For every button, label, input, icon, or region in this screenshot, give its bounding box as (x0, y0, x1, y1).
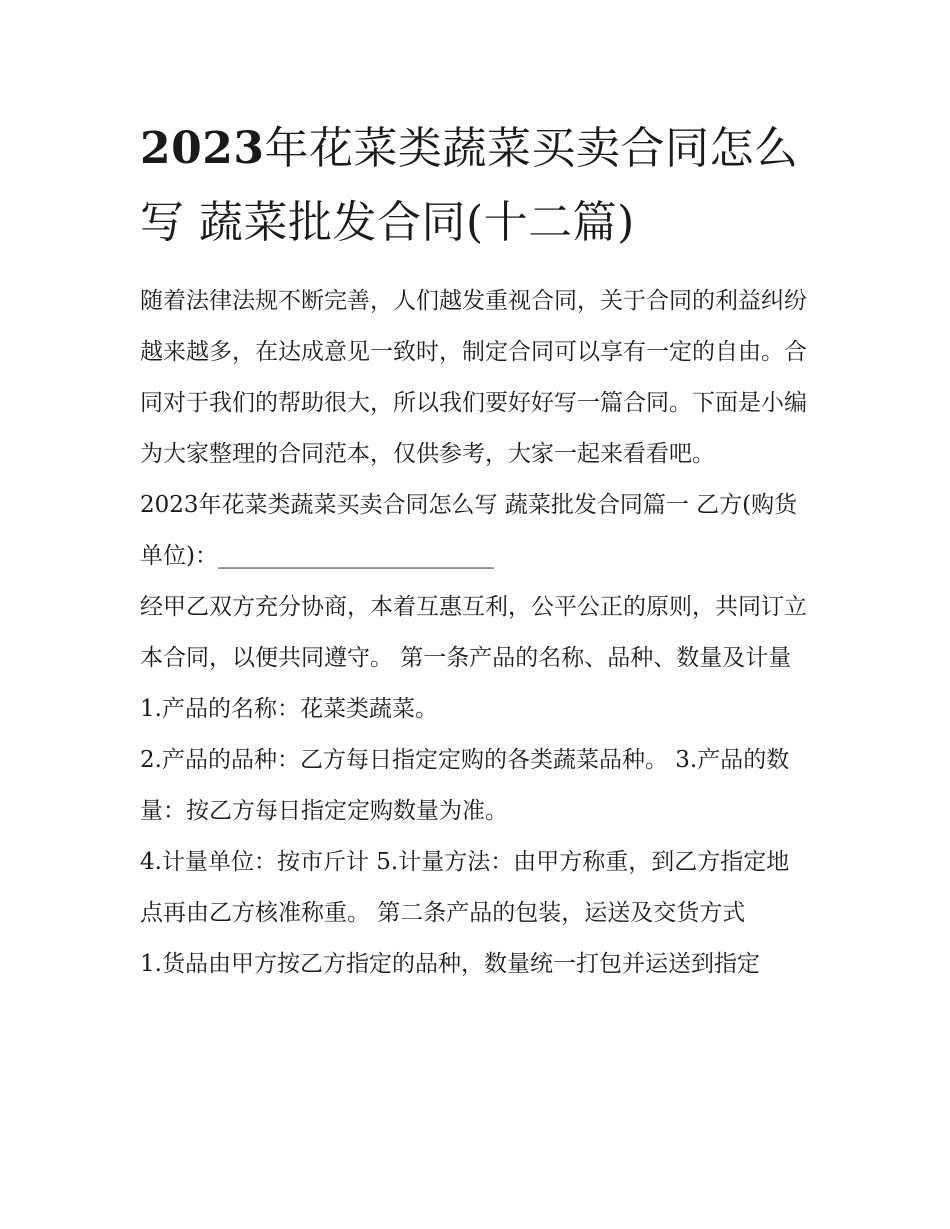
paragraph-intro: 随着法律法规不断完善，人们越发重视合同，关于合同的利益纠纷越来越多，在达成意见一致时，制定合同可以享有一定的自由。合同对于我们的帮助很大，所以我们要好好写一篇合同。下面是小编为大家整理的合同范本，仅供参考，大家一起来看看吧。 (140, 288, 807, 467)
title-year: 2023 (140, 123, 265, 174)
paragraph-product-variety: 2.产品的品种：乙方每日指定定购的各类蔬菜品种。 3.产品的数量：按乙方每日指定定购数量为准。 (140, 747, 790, 824)
paragraph-article-one: 经甲乙双方充分协商，本着互惠互利，公平公正的原则，共同订立本合同，以便共同遵守。 第一条产品的名称、品种、数量及计量 1.产品的名称：花菜类蔬菜。 (140, 594, 807, 722)
document-title (140, 112, 812, 260)
title-text: 年花菜类蔬菜买卖合同怎么写 蔬菜批发合同(十二篇) (140, 123, 799, 248)
paragraph-measurement: 4.计量单位：按市斤计 5.计量方法：由甲方称重，到乙方指定地点再由乙方核准称重。 第二条产品的包装，运送及交货方式 (140, 849, 790, 926)
paragraph-packaging: 1.货品由甲方按乙方指定的品种，数量统一打包并运送到指定 (140, 951, 760, 977)
paragraph-contract-heading: 2023年花菜类蔬菜买卖合同怎么写 蔬菜批发合同篇一 乙方(购货单位)：________________________ (140, 492, 798, 569)
